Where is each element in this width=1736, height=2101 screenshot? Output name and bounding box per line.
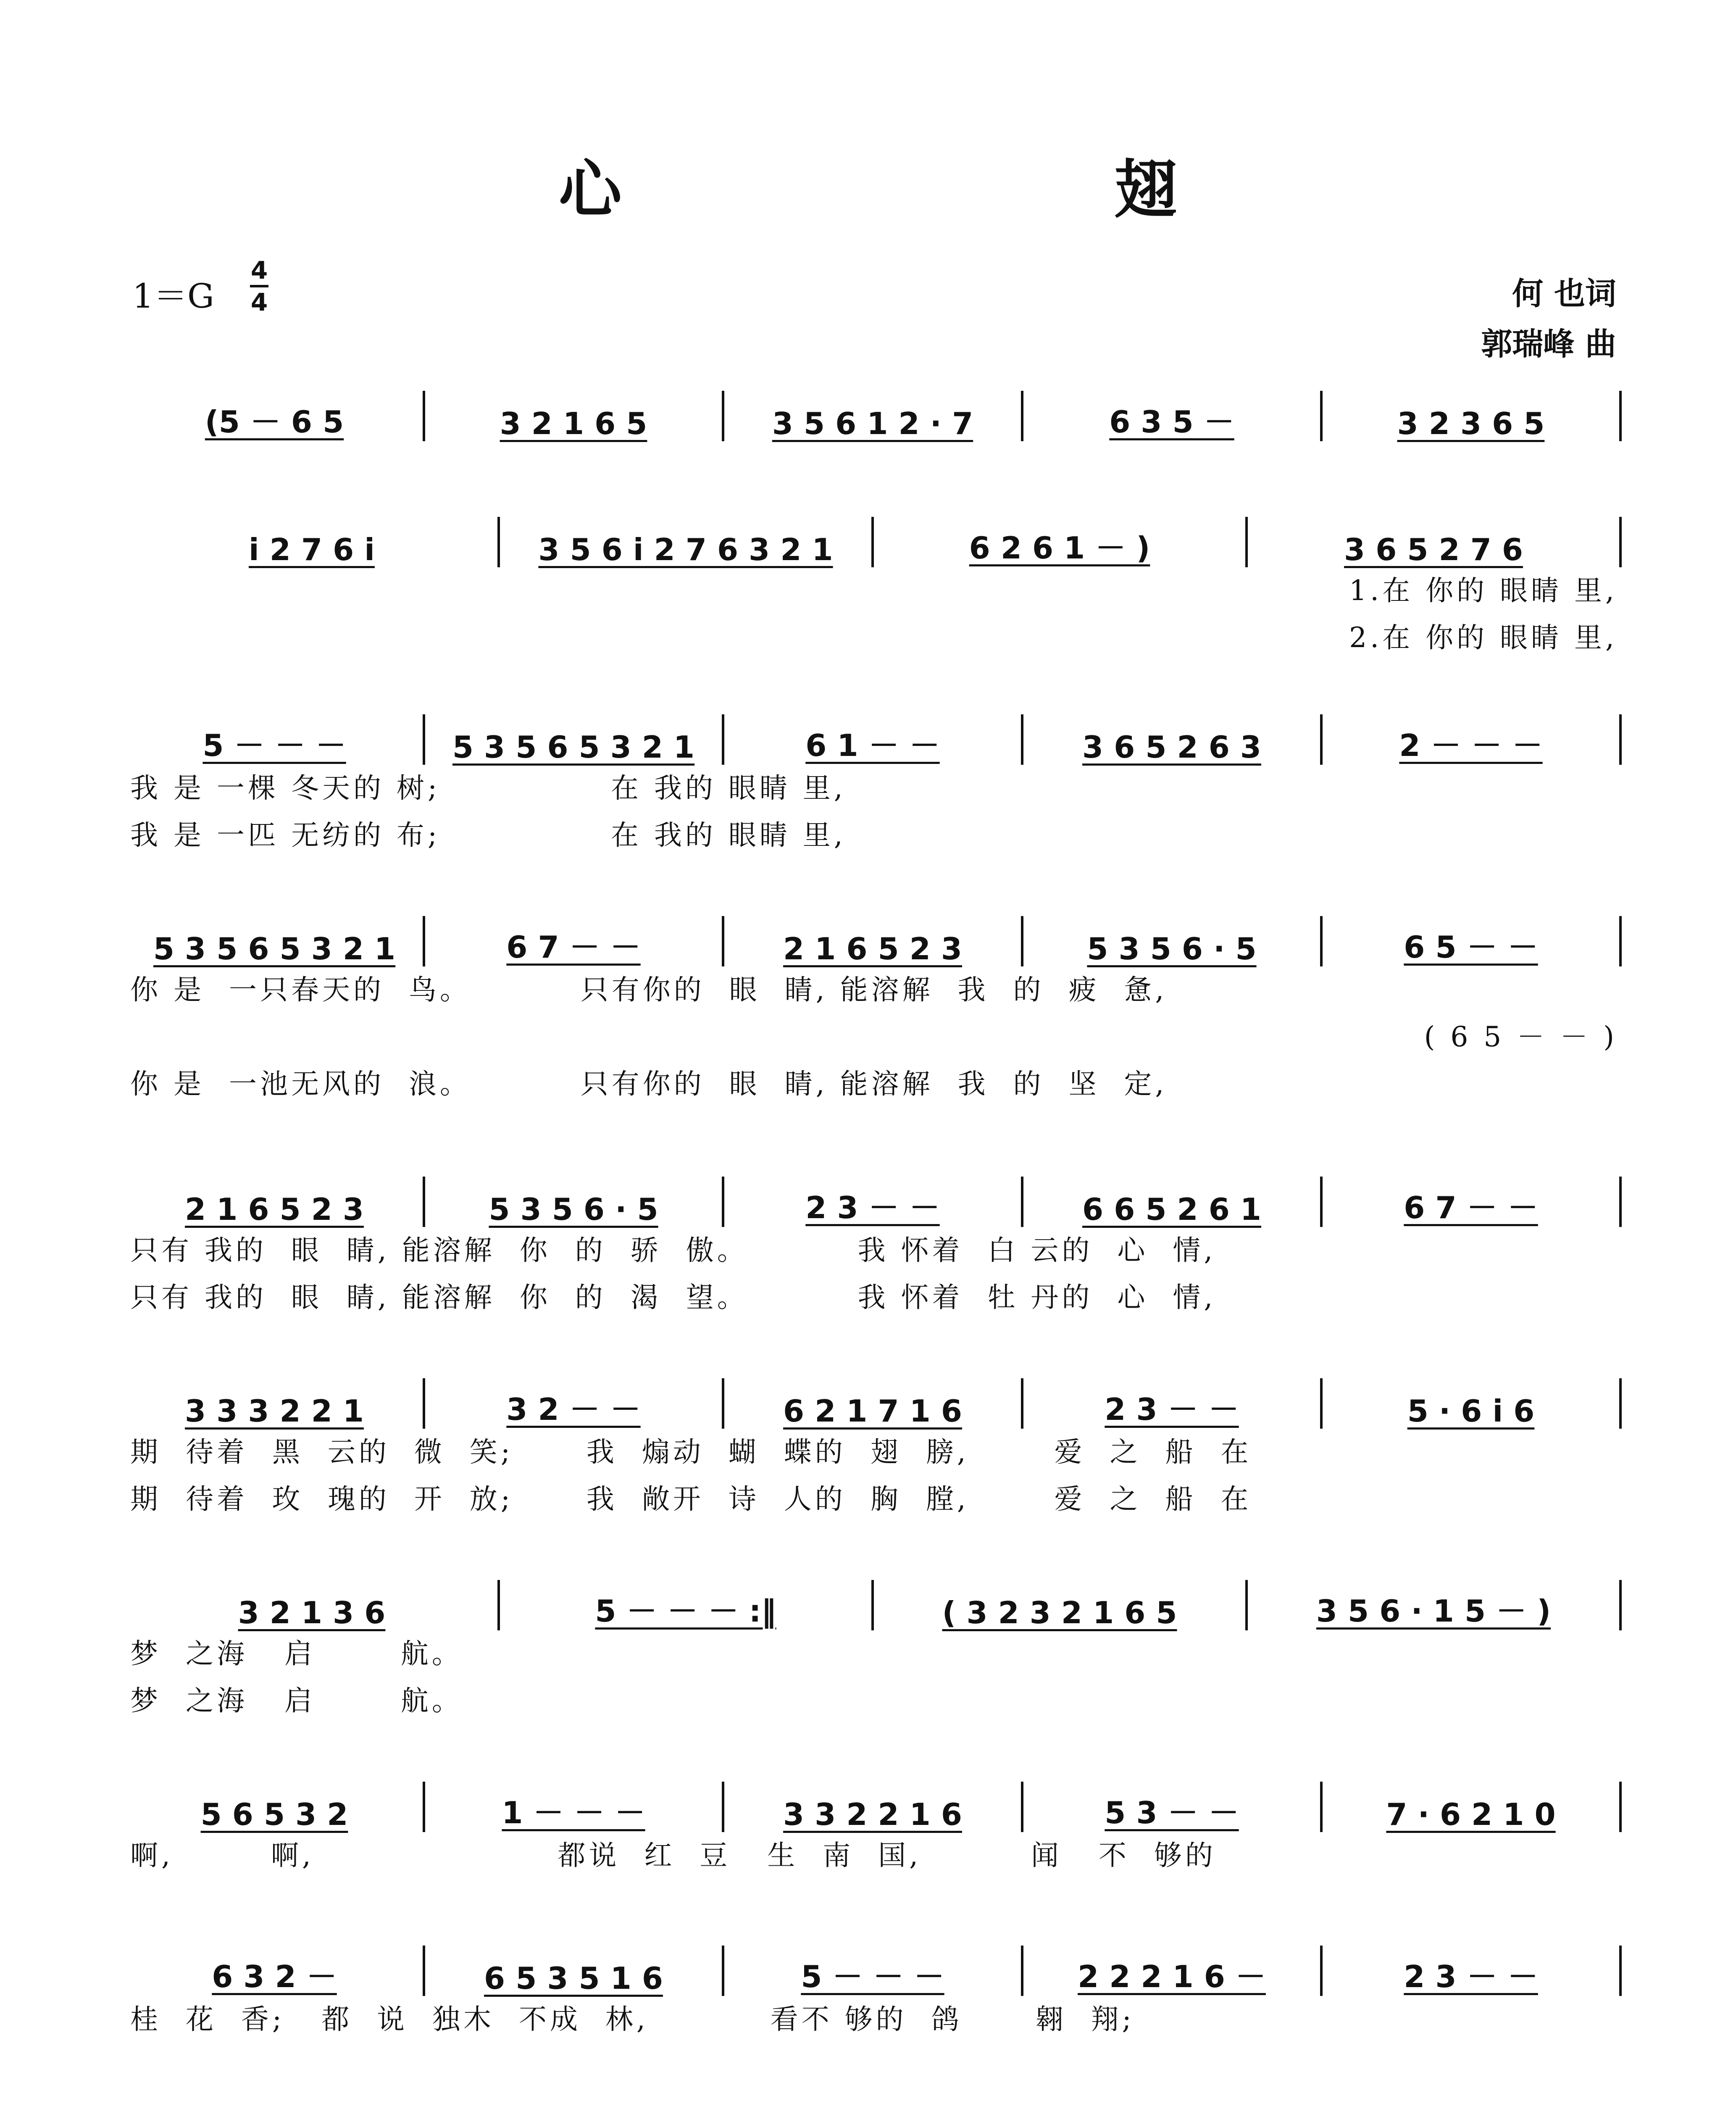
barline — [1619, 714, 1622, 765]
barline — [1619, 1782, 1622, 1832]
lyric-line: 期 待着 玫 瑰的 开 放; 我 敞开 诗 人的 胸 膛, 爱 之 船 在 — [130, 1483, 1252, 1515]
lyric-line: 啊, 啊, 都说 红 豆 生 南 国, 闻 不 够的 — [130, 1839, 1216, 1872]
measure — [1248, 1587, 1619, 1630]
measure-notes: 5 － － － :‖ — [595, 1593, 776, 1629]
measure — [425, 1961, 722, 1996]
measure — [126, 1595, 497, 1630]
lyric-line: 只有 我的 眼 睛, 能溶解 你 的 骄 傲。 我 怀着 白 云的 心 情, — [130, 1234, 1216, 1266]
measure-notes: (5 － 6 5 — [205, 404, 344, 440]
notation-row — [126, 391, 1622, 441]
measure-notes: 1 － － － — [502, 1795, 645, 1830]
measure-notes: i 2 7 6 i — [249, 532, 375, 567]
measure — [425, 729, 722, 765]
score-system — [126, 916, 1622, 1108]
barline — [1619, 1177, 1622, 1227]
measure-notes: 3 2 1 3 6 — [238, 1595, 386, 1630]
lyric-line: 桂 花 香; 都 说 独木 不成 林, 看不 够的 鸽 翱 翔; — [130, 2003, 1135, 2035]
measure — [126, 398, 423, 441]
measure-notes: 6 2 6 1 － ) — [969, 530, 1150, 566]
lyric-line: ( 6 5 － － ) — [1424, 1021, 1618, 1053]
notation-row — [126, 1378, 1622, 1429]
measure-notes: 5 － － － — [203, 728, 346, 763]
measure-notes: 5 3 5 6 · 5 — [1087, 931, 1257, 966]
time-signature-line — [250, 285, 268, 287]
measure — [724, 1797, 1021, 1832]
time-signature-bottom: 4 — [250, 288, 268, 316]
lyric-line: 你 是 一池无风的 浪。 只有你的 眼 睛, 能溶解 我 的 坚 定, — [130, 1068, 1168, 1100]
barline — [1619, 517, 1622, 567]
measure-notes: 6 5 － － — [1404, 929, 1538, 965]
score-system — [126, 1378, 1622, 1523]
measure-notes: 5 3 5 6 5 3 2 1 — [452, 729, 695, 765]
measure — [126, 1192, 423, 1227]
lyric-line: 1.在 你的 眼睛 里, — [1349, 574, 1618, 607]
measure-notes: 2 1 6 5 2 3 — [185, 1192, 364, 1227]
measure — [724, 406, 1021, 441]
measure — [724, 1183, 1021, 1227]
measure-notes: 3 5 6 1 2 · 7 — [772, 406, 973, 441]
measure-notes: 5 － － － — [801, 1959, 944, 1994]
measure — [126, 1393, 423, 1429]
score-system — [126, 1782, 1622, 1879]
measure — [126, 721, 423, 765]
measure-notes: 5 3 5 6 · 5 — [489, 1192, 658, 1227]
notation-row — [126, 1580, 1622, 1630]
measure-notes: 5 3 5 6 5 3 2 1 — [153, 931, 396, 966]
measure — [874, 1595, 1245, 1630]
measure — [425, 406, 722, 441]
notation-row — [126, 1946, 1622, 1996]
measure — [1023, 1952, 1320, 1996]
score-system — [126, 517, 1622, 661]
notation-row — [126, 916, 1622, 966]
measure — [425, 1192, 722, 1227]
measure-notes: 6 7 － － — [506, 929, 641, 965]
measure-notes: 3 6 5 2 6 3 — [1082, 729, 1261, 765]
measure-notes: 3 5 6 i 2 7 6 3 2 1 — [538, 532, 833, 567]
notation-row — [126, 714, 1622, 765]
measure-notes: 6 5 3 5 1 6 — [484, 1961, 663, 1996]
measure-notes: 3 3 3 2 2 1 — [185, 1393, 364, 1429]
measure — [425, 923, 722, 966]
measure — [1248, 532, 1619, 567]
measure-notes: 3 2 1 6 5 — [500, 406, 647, 441]
measure-notes: 5 3 － － — [1105, 1795, 1239, 1830]
lyric-line: 我 是 一棵 冬天的 树; 在 我的 眼睛 里, — [130, 772, 846, 804]
lyric-line: 梦 之海 启 航。 — [130, 1638, 463, 1670]
barline — [1619, 1946, 1622, 1996]
lyric-line: 期 待着 黑 云的 微 笑; 我 煽动 蝴 蝶的 翅 膀, 爱 之 船 在 — [130, 1436, 1252, 1468]
measure — [1323, 721, 1619, 765]
measure — [1323, 1952, 1619, 1996]
measure-notes: 5 6 5 3 2 — [200, 1797, 348, 1832]
measure-notes: 6 6 5 2 6 1 — [1082, 1192, 1261, 1227]
measure — [1323, 1797, 1619, 1832]
key-signature: 1＝G — [132, 276, 214, 316]
measure — [1323, 406, 1619, 441]
score-system — [126, 1946, 1622, 2043]
measure — [126, 1952, 423, 1996]
measure — [500, 1587, 871, 1630]
measure-notes: 5 · 6 i 6 — [1407, 1393, 1535, 1429]
score-system — [126, 391, 1622, 441]
score-system — [126, 714, 1622, 859]
measure — [724, 1952, 1021, 1996]
lyric-line: 2.在 你的 眼睛 里, — [1349, 621, 1618, 654]
measure — [1323, 923, 1619, 966]
measure-notes: 3 6 5 2 7 6 — [1344, 532, 1523, 567]
measure-notes: 3 2 － － — [506, 1392, 641, 1427]
measure-notes: 6 1 － － — [805, 728, 940, 763]
measure-notes: 6 7 － － — [1404, 1190, 1538, 1225]
measure — [1023, 729, 1320, 765]
measure — [425, 1385, 722, 1429]
measure-notes: 2 1 6 5 2 3 — [783, 931, 962, 966]
measure-notes: 3 5 6 · 1 5 － ) — [1316, 1593, 1551, 1629]
measure — [126, 532, 497, 567]
measure — [126, 1797, 423, 1832]
measure — [1323, 1393, 1619, 1429]
measure — [425, 1788, 722, 1832]
lyricist-credit: 何 也词 — [1512, 276, 1616, 312]
measure-notes: 6 3 2 － — [212, 1959, 337, 1994]
measure-notes: 2 2 2 1 6 － — [1078, 1959, 1266, 1994]
measure — [724, 931, 1021, 966]
measure — [874, 524, 1245, 567]
measure — [1023, 1788, 1320, 1832]
measure — [1023, 1385, 1320, 1429]
measure-notes: ( 3 2 3 2 1 6 5 — [942, 1595, 1177, 1630]
notation-row — [126, 517, 1622, 567]
measure-notes: 2 3 － － — [805, 1190, 940, 1225]
score-system — [126, 1177, 1622, 1321]
lyric-line: 梦 之海 启 航。 — [130, 1685, 463, 1717]
barline — [1619, 1580, 1622, 1630]
lyric-line: 我 是 一匹 无纺的 布; 在 我的 眼睛 里, — [130, 819, 846, 851]
measure — [1023, 1192, 1320, 1227]
notation-row — [126, 1782, 1622, 1832]
measure-notes: 6 3 5 － — [1109, 404, 1234, 440]
composer-credit: 郭瑞峰 曲 — [1481, 326, 1616, 362]
measure — [1323, 1183, 1619, 1227]
measure-notes: 2 3 － － — [1404, 1959, 1538, 1994]
score-system — [126, 1580, 1622, 1725]
barline — [1619, 1378, 1622, 1429]
measure — [1023, 398, 1320, 441]
measure — [724, 721, 1021, 765]
measure-notes: 6 2 1 7 1 6 — [783, 1393, 962, 1429]
barline — [1619, 391, 1622, 441]
measure-notes: 2 3 － － — [1105, 1392, 1239, 1427]
measure-notes: 3 3 2 2 1 6 — [783, 1797, 962, 1832]
measure-notes: 3 2 3 6 5 — [1397, 406, 1545, 441]
measure-notes: 2 － － － — [1399, 728, 1543, 763]
time-signature-top: 4 — [250, 256, 268, 284]
measure — [500, 532, 871, 567]
measure — [1023, 931, 1320, 966]
measure — [126, 931, 423, 966]
barline — [1619, 916, 1622, 966]
lyric-line: 你 是 一只春天的 鸟。 只有你的 眼 睛, 能溶解 我 的 疲 惫, — [130, 974, 1168, 1006]
measure — [724, 1393, 1021, 1429]
measure-notes: 7 · 6 2 1 0 — [1386, 1797, 1556, 1832]
lyric-line: 只有 我的 眼 睛, 能溶解 你 的 渴 望。 我 怀着 牡 丹的 心 情, — [130, 1281, 1216, 1314]
notation-row — [126, 1177, 1622, 1227]
time-signature — [250, 256, 268, 316]
song-title: 心 翅 — [558, 153, 1413, 226]
